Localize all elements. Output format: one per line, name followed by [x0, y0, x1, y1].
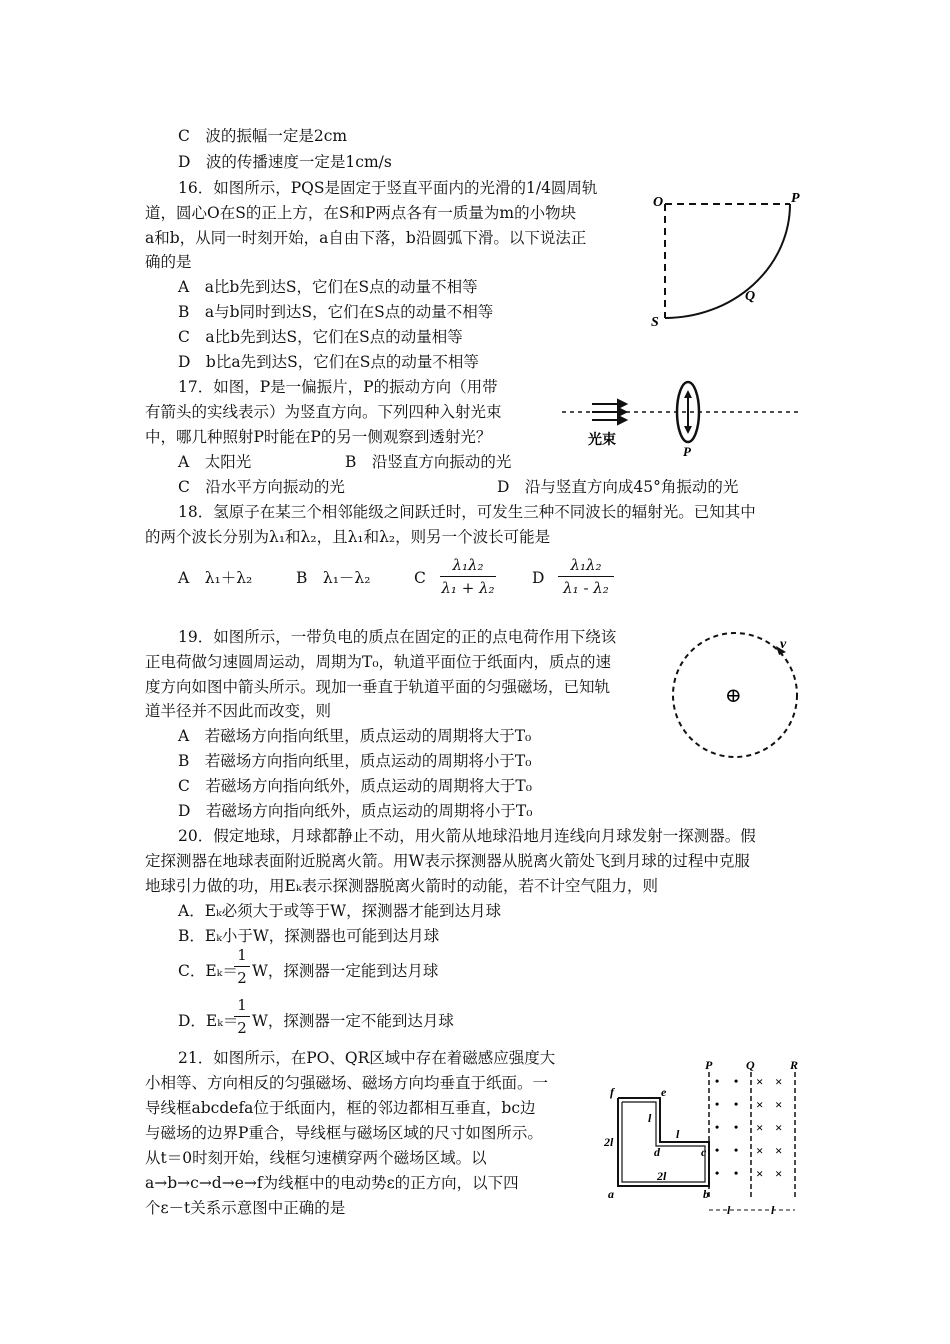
q17-stem-3: 中，哪几种照射P时能在P的另一侧观察到透射光？	[145, 428, 492, 446]
vertex-e: e	[661, 1085, 667, 1099]
q16-stem-2: 道，圆心O在S的正上方，在S和P两点各有一质量为m的小物块	[145, 204, 577, 222]
q18-option-d-fraction	[558, 556, 614, 597]
svg-text:•: •	[734, 1120, 739, 1134]
vertex-f: f	[610, 1085, 614, 1099]
q20-stem-3: 地球引力做的功，用Eₖ表示探测器脱离火箭时的动能，若不计空气阻力，则	[145, 877, 658, 895]
q21-stem-4: 与磁场的边界P重合，导线框与磁场区域的尺寸如图所示。	[145, 1124, 543, 1142]
q19-stem-3: 度方向如图中箭头所示。现加一垂直于轨道平面的匀强磁场，已知轨	[145, 678, 611, 696]
svg-text:×: ×	[775, 1120, 783, 1135]
q16-option-b: B a与b同时到达S，它们在S点的动量不相等	[178, 303, 494, 321]
q21-stem-6: a→b→c→d→e→f为线框中的电动势ε的正方向，以下四	[145, 1174, 519, 1192]
vertex-c: c	[701, 1145, 707, 1159]
q19-option-a: A 若磁场方向指向纸里，质点运动的周期将大于T₀	[178, 727, 532, 745]
fraction-denominator: 2	[237, 1019, 247, 1037]
svg-text:×: ×	[756, 1166, 764, 1181]
light-beam-arrows	[592, 400, 626, 424]
label-q: Q	[746, 1058, 755, 1072]
svg-text:•: •	[715, 1166, 720, 1180]
quarter-arc-track	[665, 204, 790, 318]
q17-option-d: D 沿与竖直方向成45°角振动的光	[497, 478, 739, 496]
fraction-denominator: λ₁ + λ₂	[441, 579, 495, 597]
q18-option-a: A λ₁＋λ₂	[178, 569, 253, 587]
q21-stem-3: 导线框abcdefa位于纸面内，框的邻边都相互垂直，bc边	[145, 1099, 536, 1117]
q19-option-c: C 若磁场方向指向纸外，质点运动的周期将大于T₀	[178, 777, 532, 795]
q16-stem-3: a和b，从同一时刻开始，a自由下落，b沿圆弧下滑。以下说法正	[145, 229, 587, 247]
q19-stem-2: 正电荷做匀速圆周运动，周期为T₀，轨道平面位于纸面内，质点的速	[145, 653, 612, 671]
dim-2l-side: 2l	[604, 1135, 614, 1149]
q18-option-c-label: C	[414, 569, 426, 587]
q18-option-d-label: D	[532, 569, 545, 587]
q20-option-c-half	[234, 946, 250, 987]
q15-option-d: D 波的传播速度一定是1cm/s	[178, 153, 392, 171]
q18-stem-2: 的两个波长分别为λ₁和λ₂，且λ₁和λ₂，则另一个波长可能是	[145, 528, 551, 546]
fraction-bar	[558, 576, 614, 577]
dim-l-pq: l	[727, 1203, 731, 1217]
q20-option-a: A．Eₖ必须大于或等于W，探测器才能到达月球	[178, 902, 502, 920]
field-into-page-crosses	[756, 1074, 782, 1181]
svg-text:×: ×	[775, 1074, 783, 1089]
q21-field-diagram	[602, 1058, 810, 1220]
fraction-bar	[234, 1016, 250, 1017]
svg-text:•: •	[715, 1143, 720, 1157]
q19-stem-1: 19．如图所示，一带负电的质点在固定的正的点电荷作用下绕该	[178, 628, 617, 646]
fraction-denominator: λ₁ - λ₂	[563, 579, 609, 597]
q16-stem-4: 确的是	[145, 253, 192, 271]
dim-l-qr: l	[771, 1203, 775, 1217]
svg-text:×: ×	[756, 1120, 764, 1135]
vertex-b: b	[703, 1187, 709, 1201]
q20-option-d-half	[234, 996, 250, 1037]
q18-option-b: B λ₁－λ₂	[296, 569, 371, 587]
svg-text:×: ×	[756, 1097, 764, 1112]
q20-option-b: B．Eₖ小于W，探测器也可能到达月球	[178, 927, 440, 945]
label-p: P	[683, 444, 691, 458]
q16-option-c: C a比b先到达S，它们在S点的动量相等	[178, 328, 463, 346]
svg-text:•: •	[734, 1097, 739, 1111]
positive-charge-icon: ⊕	[725, 685, 742, 707]
q16-option-a: A a比b先到达S，它们在S点的动量不相等	[178, 278, 478, 296]
label-v: v	[780, 637, 787, 652]
q15-option-c: C 波的振幅一定是2cm	[178, 127, 348, 145]
q20-stem-1: 20．假定地球，月球都静止不动，用火箭从地球沿地月连线向月球发射一探测器。假	[178, 827, 756, 845]
q16-stem-1: 16．如图所示，PQS是固定于竖直平面内的光滑的1/4圆周轨	[178, 179, 598, 197]
q19-option-b: B 若磁场方向指向纸里，质点运动的周期将小于T₀	[178, 752, 532, 770]
svg-text:•: •	[734, 1166, 739, 1180]
q17-polarizer-diagram	[560, 378, 800, 458]
label-p: P	[791, 191, 800, 206]
fraction-numerator: 1	[237, 946, 247, 964]
fraction-numerator: λ₁λ₂	[570, 556, 602, 574]
field-out-of-page-dots	[715, 1074, 738, 1180]
q21-stem-5: 从t＝0时刻开始，线框匀速横穿两个磁场区域。以	[145, 1149, 487, 1167]
q16-track-diagram	[645, 190, 805, 335]
dim-l-vertical: l	[648, 1111, 652, 1125]
q16-option-d: D b比a先到达S，它们在S点的动量不相等	[178, 353, 479, 371]
q17-option-c: C 沿水平方向振动的光	[178, 478, 345, 496]
fraction-denominator: 2	[237, 969, 247, 987]
vertex-d: d	[654, 1145, 660, 1159]
svg-text:×: ×	[775, 1166, 783, 1181]
q19-option-d: D 若磁场方向指向纸外，质点运动的周期将小于T₀	[178, 802, 533, 820]
label-p: P	[705, 1058, 713, 1072]
q20-option-d-post: W，探测器一定不能到达月球	[252, 1012, 454, 1030]
q19-orbit-diagram	[668, 628, 803, 763]
vertex-a: a	[608, 1187, 614, 1201]
q17-stem-2: 有箭头的实线表示）为竖直方向。下列四种入射光束	[145, 403, 502, 421]
q18-option-c-fraction	[440, 556, 496, 597]
fraction-bar	[440, 576, 496, 577]
fraction-numerator: 1	[237, 996, 247, 1014]
label-o: O	[653, 195, 664, 210]
q20-option-d-pre: D．Eₖ＝	[178, 1012, 239, 1030]
svg-text:×: ×	[775, 1143, 783, 1158]
q20-option-c-pre: C．Eₖ＝	[178, 962, 238, 980]
svg-text:×: ×	[756, 1143, 764, 1158]
label-s: S	[651, 315, 659, 330]
beam-label: 光束	[588, 433, 616, 448]
q21-stem-7: 个ε－t关系示意图中正确的是	[145, 1199, 346, 1217]
label-r: R	[790, 1058, 799, 1072]
dim-2l-bottom: 2l	[657, 1169, 667, 1183]
fraction-bar	[234, 966, 250, 967]
q20-option-c-post: W，探测器一定能到达月球	[252, 962, 439, 980]
q21-stem-2: 小相等、方向相反的匀强磁场、磁场方向均垂直于纸面。一	[145, 1074, 549, 1092]
q17-stem-1: 17．如图，P是一偏振片，P的振动方向（用带	[178, 378, 498, 396]
q21-stem-1: 21．如图所示，在PO、QR区域中存在着磁感应强度大	[178, 1049, 556, 1067]
q19-stem-4: 道半径并不因此而改变，则	[145, 702, 332, 720]
label-q: Q	[745, 289, 756, 304]
down-arrow-icon	[684, 426, 692, 434]
q17-option-a: A 太阳光	[178, 453, 252, 471]
svg-text:×: ×	[775, 1097, 783, 1112]
dim-l-horizontal: l	[676, 1127, 680, 1141]
svg-text:•: •	[715, 1074, 720, 1088]
q20-stem-2: 定探测器在地球表面附近脱离火箭。用W表示探测器从脱离火箭处飞到月球的过程中克服	[145, 852, 750, 870]
q17-option-b: B 沿竖直方向振动的光	[345, 453, 512, 471]
svg-text:•: •	[715, 1097, 720, 1111]
q18-stem-1: 18．氢原子在某三个相邻能级之间跃迁时，可发生三种不同波长的辐射光。已知其中	[178, 503, 756, 521]
up-arrow-icon	[684, 390, 692, 398]
svg-text:×: ×	[756, 1074, 764, 1089]
fraction-numerator: λ₁λ₂	[452, 556, 484, 574]
svg-text:•: •	[715, 1120, 720, 1134]
svg-text:•: •	[734, 1143, 739, 1157]
svg-text:•: •	[734, 1074, 739, 1088]
